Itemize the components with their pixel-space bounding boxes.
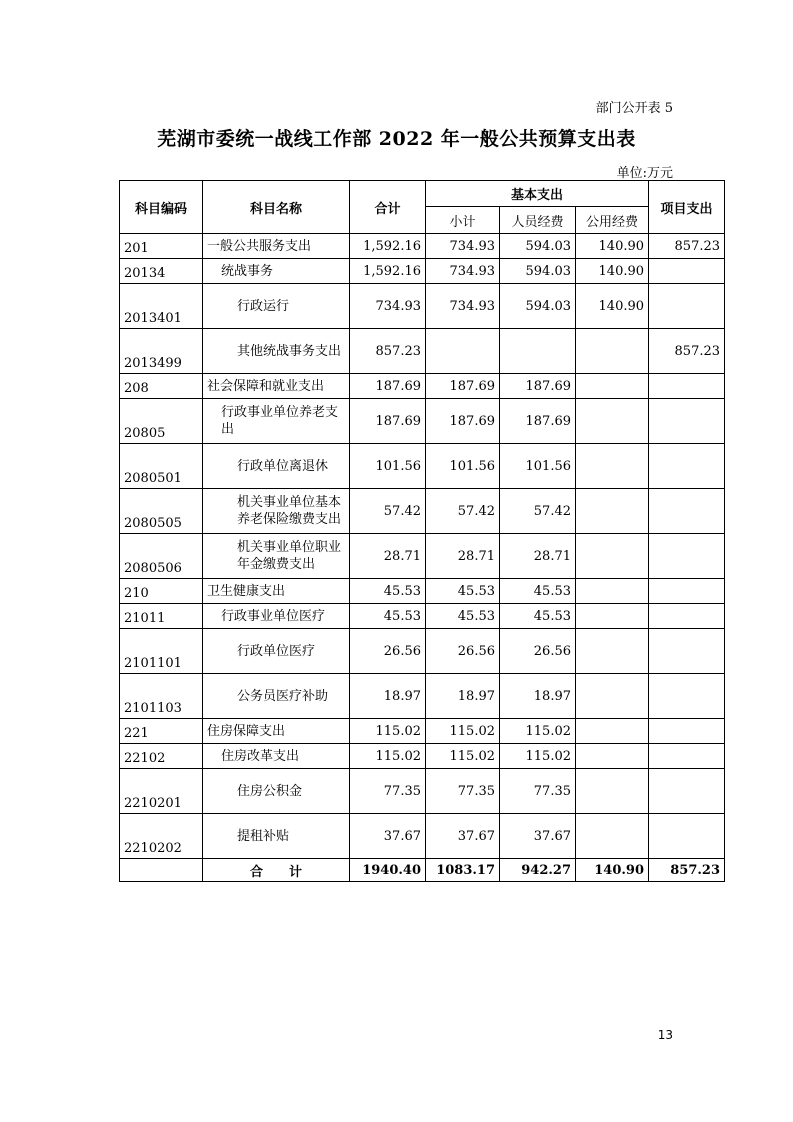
- total-subtotal: 1083.17: [426, 859, 500, 882]
- row-total: 1,592.16: [350, 234, 426, 259]
- row-total: 857.23: [350, 329, 426, 374]
- row-total: 37.67: [350, 814, 426, 859]
- total-code-cell: [120, 859, 203, 882]
- total-public: 140.90: [576, 859, 649, 882]
- row-project: [649, 604, 725, 629]
- row-code: 20805: [120, 399, 203, 444]
- table-row: [120, 719, 725, 744]
- row-code: 20134: [120, 259, 203, 284]
- row-name: 住房改革支出: [203, 744, 350, 769]
- row-public: [576, 769, 649, 814]
- header-subtotal: 小计: [426, 207, 500, 234]
- row-subtotal: 187.69: [426, 374, 500, 399]
- row-personnel: 37.67: [500, 814, 576, 859]
- row-project: [649, 374, 725, 399]
- row-project: [649, 444, 725, 489]
- row-public: [576, 534, 649, 579]
- row-subtotal: 115.02: [426, 719, 500, 744]
- row-total: 26.56: [350, 629, 426, 674]
- row-public: [576, 744, 649, 769]
- table-row: [120, 744, 725, 769]
- row-project: [649, 489, 725, 534]
- row-project: [649, 629, 725, 674]
- row-name: 行政单位医疗: [203, 629, 350, 674]
- row-public: [576, 814, 649, 859]
- row-personnel: 115.02: [500, 744, 576, 769]
- row-code: 221: [120, 719, 203, 744]
- row-public: [576, 719, 649, 744]
- row-project: [649, 769, 725, 814]
- row-code: 2210201: [120, 769, 203, 814]
- row-name: 一般公共服务支出: [203, 234, 350, 259]
- row-personnel: 594.03: [500, 259, 576, 284]
- row-name: 住房公积金: [203, 769, 350, 814]
- row-project: [649, 399, 725, 444]
- row-public: [576, 674, 649, 719]
- row-name: 机关事业单位职业年金缴费支出: [203, 534, 350, 579]
- row-total: 1,592.16: [350, 259, 426, 284]
- row-subtotal: 101.56: [426, 444, 500, 489]
- header-name: 科目名称: [203, 181, 350, 234]
- total-project: 857.23: [649, 859, 725, 882]
- row-public: [576, 374, 649, 399]
- row-name: 卫生健康支出: [203, 579, 350, 604]
- row-project: 857.23: [649, 234, 725, 259]
- row-total: 77.35: [350, 769, 426, 814]
- row-project: [649, 579, 725, 604]
- header-project: 项目支出: [649, 181, 725, 234]
- row-project: [649, 259, 725, 284]
- row-total: 734.93: [350, 284, 426, 329]
- row-code: 2013499: [120, 329, 203, 374]
- row-name: 行政事业单位养老支出: [203, 399, 350, 444]
- row-public: [576, 489, 649, 534]
- total-row: [120, 859, 725, 882]
- row-name: 住房保障支出: [203, 719, 350, 744]
- row-code: 21011: [120, 604, 203, 629]
- row-code: 210: [120, 579, 203, 604]
- row-code: 2101101: [120, 629, 203, 674]
- row-total: 187.69: [350, 374, 426, 399]
- row-personnel: 57.42: [500, 489, 576, 534]
- row-public: [576, 579, 649, 604]
- row-subtotal: 77.35: [426, 769, 500, 814]
- row-subtotal: 26.56: [426, 629, 500, 674]
- row-personnel: 594.03: [500, 284, 576, 329]
- table-row: [120, 629, 725, 674]
- row-total: 187.69: [350, 399, 426, 444]
- budget-table: [119, 180, 725, 882]
- row-name: 其他统战事务支出: [203, 329, 350, 374]
- total-personnel: 942.27: [500, 859, 576, 882]
- table-tag: 部门公开表 5: [595, 101, 673, 116]
- table-row: [120, 769, 725, 814]
- row-name: 机关事业单位基本养老保险缴费支出: [203, 489, 350, 534]
- row-total: 28.71: [350, 534, 426, 579]
- table-row: [120, 674, 725, 719]
- row-project: [649, 744, 725, 769]
- table-row: [120, 489, 725, 534]
- row-public: 140.90: [576, 284, 649, 329]
- row-project: [649, 534, 725, 579]
- table-row: [120, 374, 725, 399]
- table-row: [120, 814, 725, 859]
- row-public: 140.90: [576, 234, 649, 259]
- table-row: [120, 579, 725, 604]
- row-public: [576, 444, 649, 489]
- row-name: 提租补贴: [203, 814, 350, 859]
- row-subtotal: 37.67: [426, 814, 500, 859]
- row-total: 45.53: [350, 579, 426, 604]
- table-row: [120, 399, 725, 444]
- row-public: 140.90: [576, 259, 649, 284]
- row-personnel: 187.69: [500, 374, 576, 399]
- row-name: 统战事务: [203, 259, 350, 284]
- row-code: 2080505: [120, 489, 203, 534]
- row-personnel: 26.56: [500, 629, 576, 674]
- row-name: 社会保障和就业支出: [203, 374, 350, 399]
- table-row: [120, 259, 725, 284]
- row-subtotal: 187.69: [426, 399, 500, 444]
- row-code: 2101103: [120, 674, 203, 719]
- unit-label: 单位:万元: [616, 166, 673, 181]
- row-personnel: 28.71: [500, 534, 576, 579]
- row-project: 857.23: [649, 329, 725, 374]
- row-code: 2210202: [120, 814, 203, 859]
- table-row: [120, 534, 725, 579]
- row-total: 45.53: [350, 604, 426, 629]
- row-personnel: 45.53: [500, 579, 576, 604]
- row-total: 101.56: [350, 444, 426, 489]
- table-row: [120, 444, 725, 489]
- row-code: 201: [120, 234, 203, 259]
- table-row: [120, 284, 725, 329]
- row-code: 2080506: [120, 534, 203, 579]
- row-subtotal: 18.97: [426, 674, 500, 719]
- header-public: 公用经费: [576, 207, 649, 234]
- header-code: 科目编码: [120, 181, 203, 234]
- row-personnel: 115.02: [500, 719, 576, 744]
- row-project: [649, 719, 725, 744]
- row-code: 22102: [120, 744, 203, 769]
- row-subtotal: 734.93: [426, 234, 500, 259]
- page-title: 芜湖市委统一战线工作部 2022 年一般公共预算支出表: [157, 128, 636, 150]
- row-personnel: 18.97: [500, 674, 576, 719]
- row-subtotal: 28.71: [426, 534, 500, 579]
- row-total: 115.02: [350, 719, 426, 744]
- row-name: 公务员医疗补助: [203, 674, 350, 719]
- row-total: 57.42: [350, 489, 426, 534]
- row-personnel: 594.03: [500, 234, 576, 259]
- row-project: [649, 284, 725, 329]
- total-total: 1940.40: [350, 859, 426, 882]
- row-personnel: 101.56: [500, 444, 576, 489]
- row-subtotal: 45.53: [426, 579, 500, 604]
- header-total: 合计: [350, 181, 426, 234]
- table-row: [120, 329, 725, 374]
- row-total: 115.02: [350, 744, 426, 769]
- table-row: [120, 234, 725, 259]
- total-label: 合 计: [203, 859, 350, 882]
- row-personnel: [500, 329, 576, 374]
- row-name: 行政单位离退休: [203, 444, 350, 489]
- page-number: 13: [657, 1028, 673, 1042]
- row-subtotal: [426, 329, 500, 374]
- header-personnel: 人员经费: [500, 207, 576, 234]
- row-project: [649, 674, 725, 719]
- header-basic: 基本支出: [426, 181, 649, 207]
- table-row: [120, 604, 725, 629]
- row-subtotal: 57.42: [426, 489, 500, 534]
- row-personnel: 77.35: [500, 769, 576, 814]
- row-code: 2080501: [120, 444, 203, 489]
- row-public: [576, 399, 649, 444]
- row-project: [649, 814, 725, 859]
- row-personnel: 45.53: [500, 604, 576, 629]
- row-subtotal: 734.93: [426, 284, 500, 329]
- row-subtotal: 115.02: [426, 744, 500, 769]
- row-name: 行政事业单位医疗: [203, 604, 350, 629]
- table-body: [120, 234, 725, 882]
- row-code: 208: [120, 374, 203, 399]
- row-subtotal: 45.53: [426, 604, 500, 629]
- row-subtotal: 734.93: [426, 259, 500, 284]
- row-public: [576, 329, 649, 374]
- row-personnel: 187.69: [500, 399, 576, 444]
- row-name: 行政运行: [203, 284, 350, 329]
- row-total: 18.97: [350, 674, 426, 719]
- row-code: 2013401: [120, 284, 203, 329]
- row-public: [576, 629, 649, 674]
- row-public: [576, 604, 649, 629]
